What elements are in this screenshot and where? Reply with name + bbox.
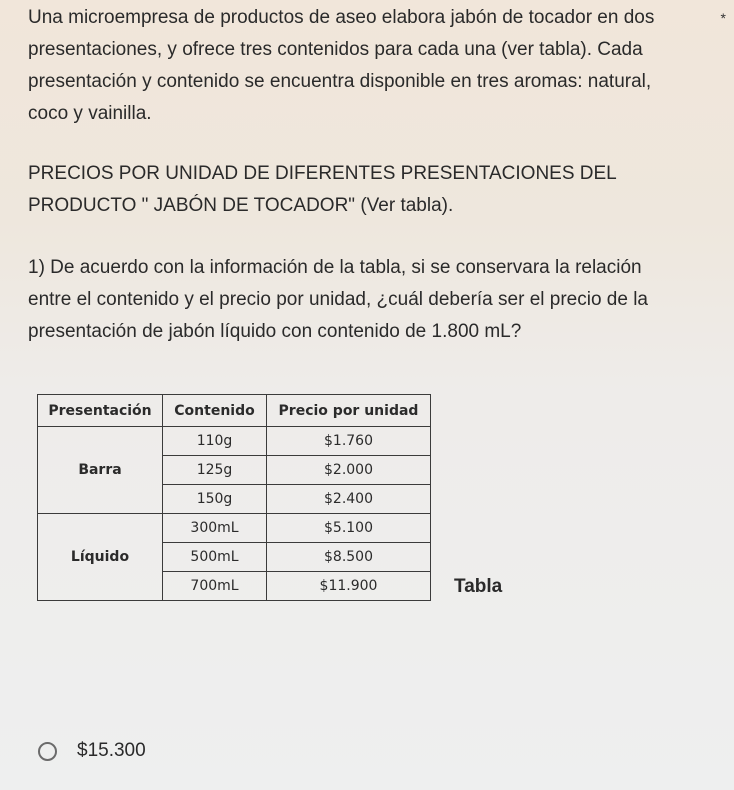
- question-line: presentación de jabón líquido con contenido de 1.800 mL?: [28, 321, 522, 342]
- section-title-line: PRECIOS POR UNIDAD DE DIFERENTES PRESENTACIONES DEL: [28, 163, 617, 184]
- section-title: [28, 158, 718, 222]
- cell-precio: $8.500: [267, 543, 431, 572]
- answer-option[interactable]: [38, 740, 146, 762]
- cell-contenido: 125g: [163, 456, 267, 485]
- cell-precio: $11.900: [267, 572, 431, 601]
- question-line: 1) De acuerdo con la información de la tabla, si se conservara la relación: [28, 257, 642, 278]
- intro-line: coco y vainilla.: [28, 103, 152, 124]
- question-line: entre el contenido y el precio por unidad, ¿cuál debería ser el precio de la: [28, 289, 648, 310]
- header-contenido: Contenido: [163, 395, 267, 427]
- cell-contenido: 110g: [163, 427, 267, 456]
- cell-contenido: 700mL: [163, 572, 267, 601]
- cell-precio: $2.400: [267, 485, 431, 514]
- header-precio: Precio por unidad: [267, 395, 431, 427]
- cell-precio: $1.760: [267, 427, 431, 456]
- cell-precio: $5.100: [267, 514, 431, 543]
- table-header-row: [38, 395, 431, 427]
- cell-contenido: 150g: [163, 485, 267, 514]
- cell-contenido: 300mL: [163, 514, 267, 543]
- cell-contenido: 500mL: [163, 543, 267, 572]
- price-table: [37, 394, 431, 601]
- intro-line: Una microempresa de productos de aseo elabora jabón de tocador en dos: [28, 7, 655, 28]
- header-presentacion: Presentación: [38, 395, 163, 427]
- table-row: [38, 514, 431, 543]
- section-title-line: PRODUCTO " JABÓN DE TOCADOR" (Ver tabla).: [28, 195, 454, 216]
- answer-option-label: $15.300: [77, 740, 146, 761]
- group-label-barra: Barra: [38, 427, 163, 514]
- cell-precio: $2.000: [267, 456, 431, 485]
- question-text: [28, 252, 728, 348]
- radio-button[interactable]: [38, 742, 57, 761]
- table-caption: Tabla: [454, 576, 503, 597]
- intro-paragraph: [28, 2, 726, 130]
- group-label-liquido: Líquido: [38, 514, 163, 601]
- intro-line: presentación y contenido se encuentra disponible en tres aromas: natural,: [28, 71, 652, 92]
- intro-line: presentaciones, y ofrece tres contenidos para cada una (ver tabla). Cada: [28, 39, 643, 60]
- table-row: [38, 427, 431, 456]
- required-marker: *: [720, 10, 726, 26]
